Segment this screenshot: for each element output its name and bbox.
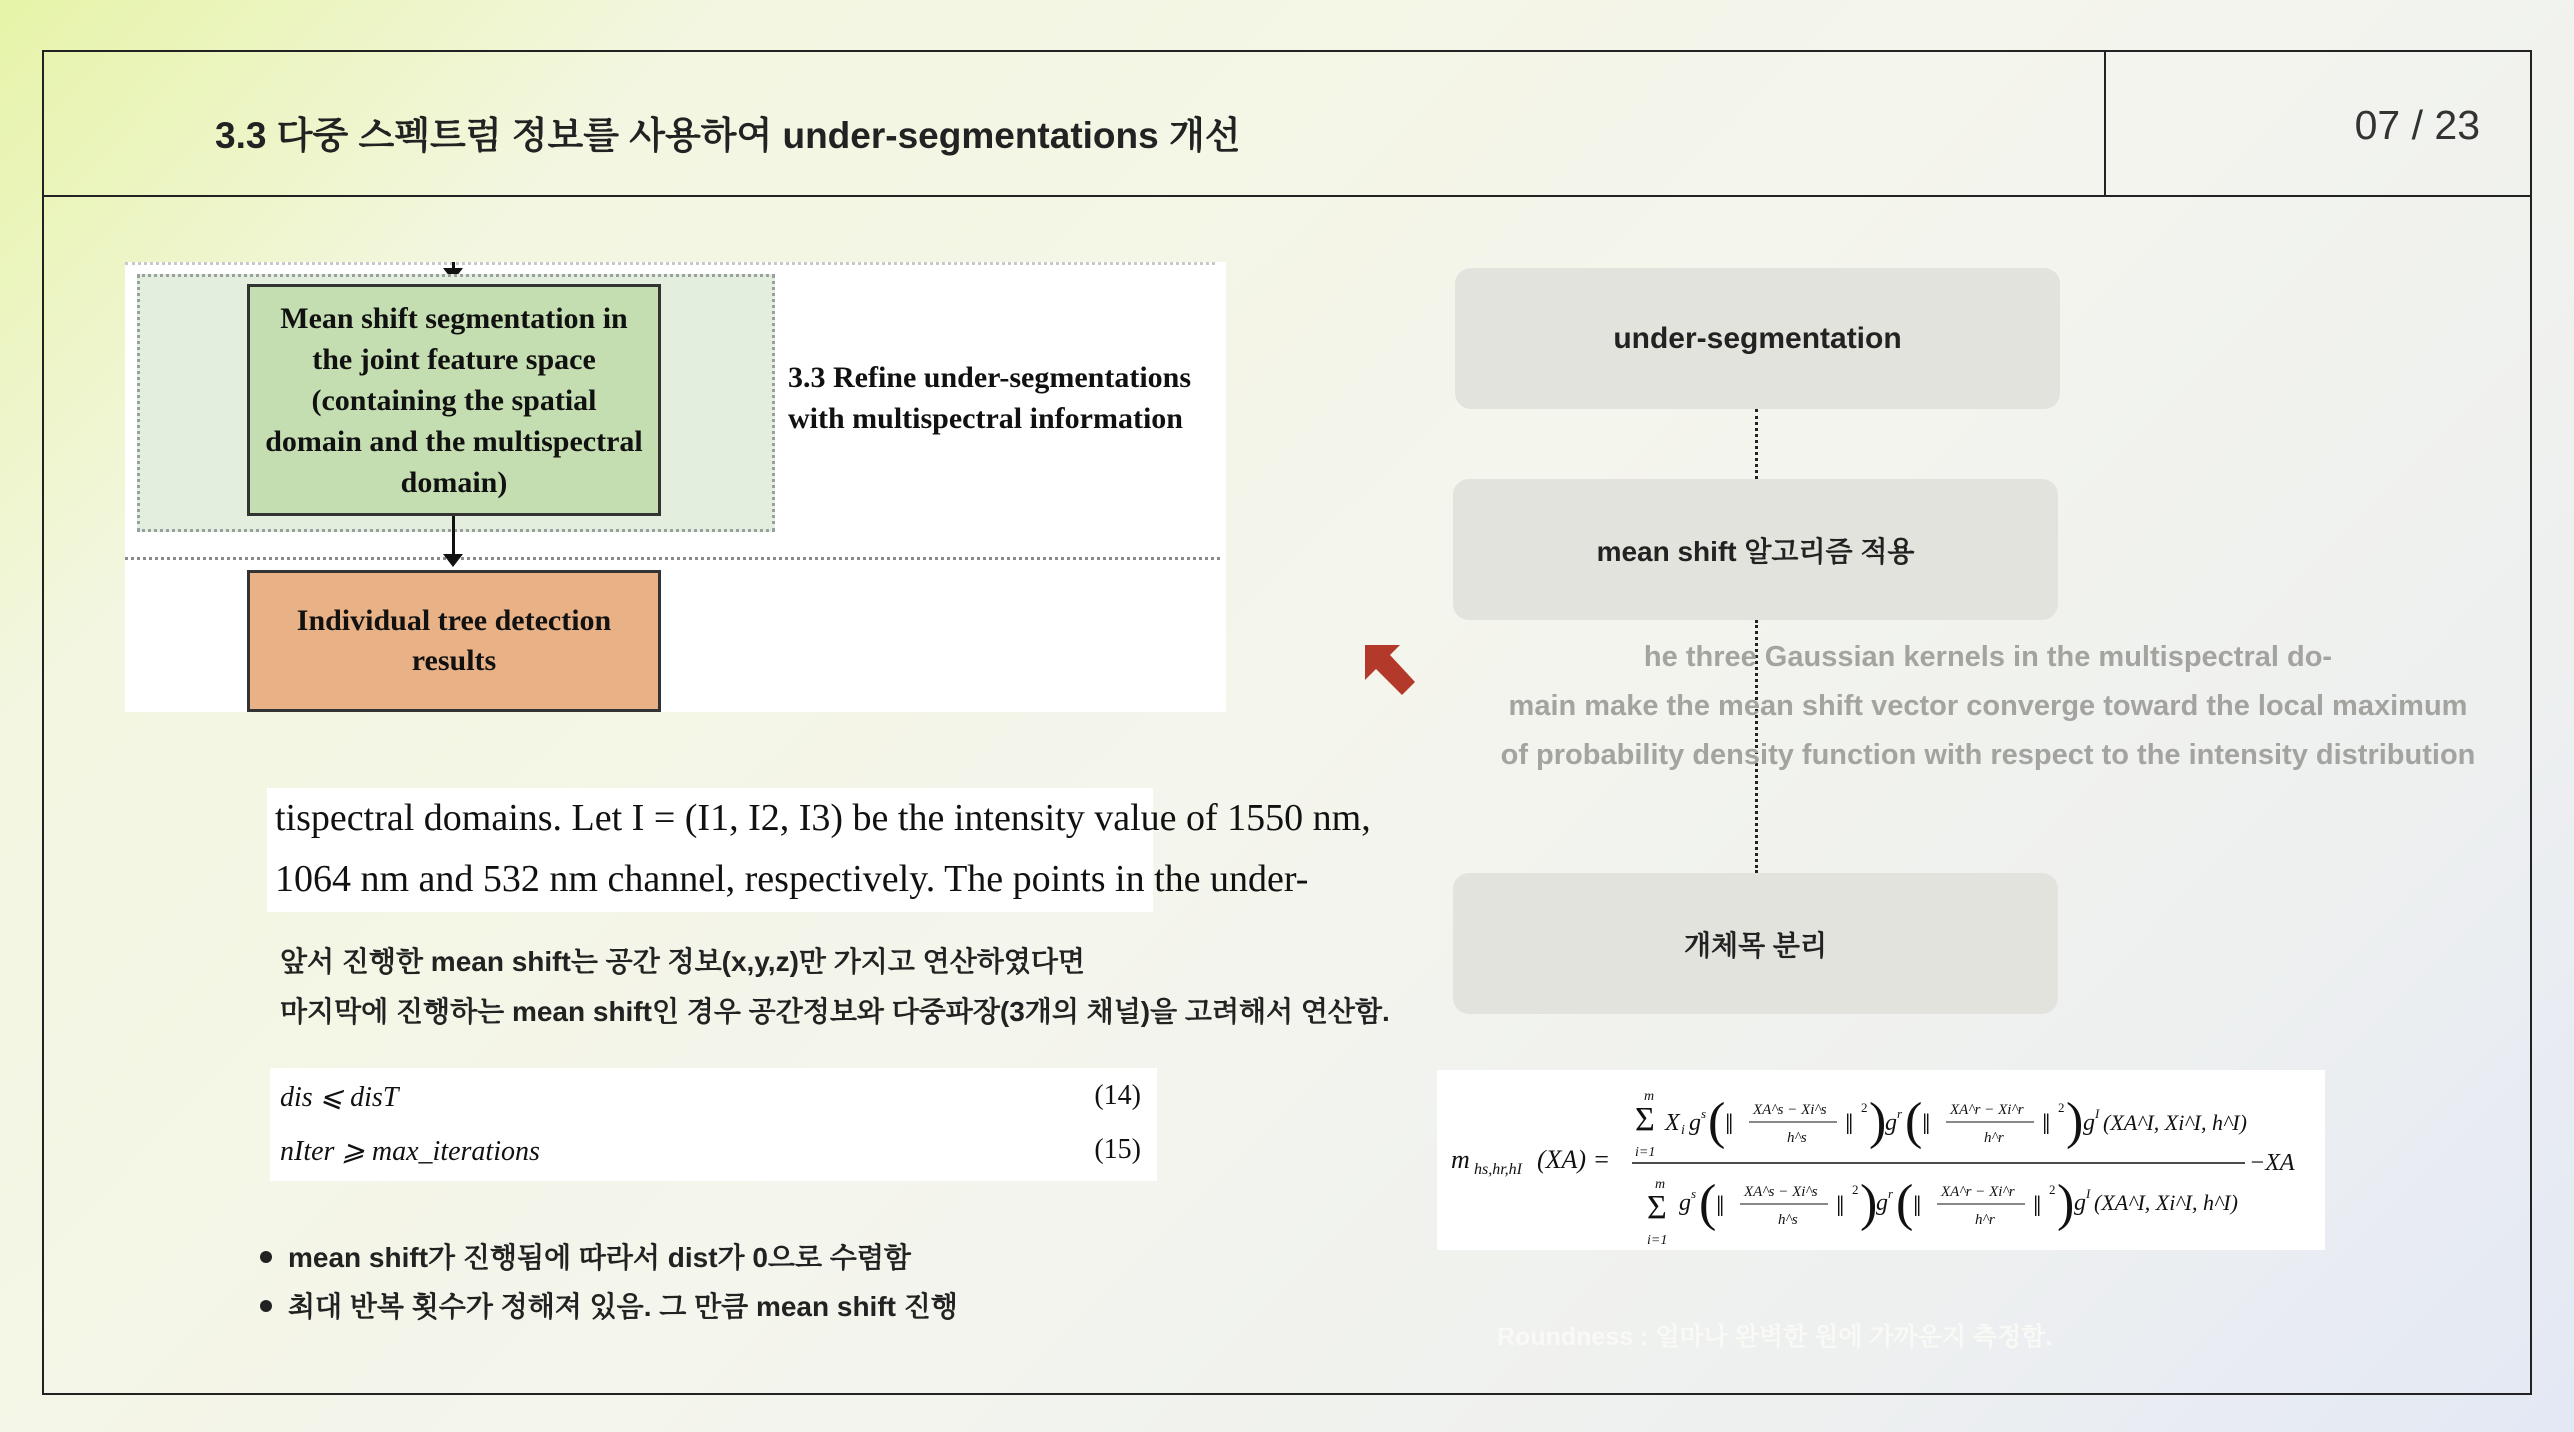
figure-top-dotted-line [125,262,1215,265]
svg-text:r: r [1897,1106,1903,1121]
svg-text:‖: ‖ [1913,1190,1922,1223]
svg-text:(: ( [1905,1093,1923,1150]
svg-text:‖: ‖ [1845,1108,1854,1141]
svg-text:(: ( [1896,1175,1914,1232]
svg-text:‖: ‖ [2042,1108,2051,1141]
header-divider-line [42,195,2532,197]
svg-text:s: s [1691,1186,1697,1201]
faded-excerpt-text [1478,633,2498,780]
stopping-equations [270,1068,1157,1181]
flow-node-under-segmentation: under-segmentation [1455,268,2060,409]
figure-step-label-line2: with multispectral information [788,402,1183,435]
svg-text:2: 2 [2049,1182,2056,1197]
flow-node-mean-shift: mean shift 알고리즘 적용 [1453,479,2058,620]
formula-tail: −XA [2249,1150,2295,1176]
svg-text:Σ: Σ [1647,1189,1667,1226]
svg-text:): ) [2066,1093,2084,1150]
svg-text:(: ( [1708,1093,1726,1150]
slide-title: 3.3 다중 스펙트럼 정보를 사용하여 under-segmentations 개선 [215,115,1241,156]
formula-graphic [1437,1070,2325,1250]
svg-text:2: 2 [1861,1100,1868,1115]
bullet-item [260,1285,958,1325]
formula-lhs-argument: (XA) = [1537,1145,1611,1174]
svg-text:‖: ‖ [1716,1190,1725,1223]
svg-text:2: 2 [2058,1100,2065,1115]
bullet-text: mean shift가 진행됨에 따라서 dist가 0으로 수렴함 [288,1242,911,1273]
svg-text:I: I [2086,1186,2091,1201]
equation-expression: dis ⩽ disT [280,1082,399,1113]
svg-text:‖: ‖ [2033,1190,2042,1223]
svg-text:i=1: i=1 [1647,1233,1668,1248]
svg-text:I: I [2095,1106,2100,1121]
bullet-text: 최대 반복 횟수가 정해져 있음. 그 만큼 mean shift 진행 [288,1291,958,1322]
svg-text:g: g [1876,1190,1888,1216]
formula-lhs: m [1451,1145,1470,1174]
arrow-down-icon [443,554,463,567]
svg-text:): ) [1860,1175,1878,1232]
faded-excerpt-line-2: main make the mean shift vector converge toward the local maximum [1508,690,2468,722]
bullet-dot-icon [260,1251,272,1263]
figure-step-label [788,357,1191,439]
svg-text:i=1: i=1 [1635,1145,1656,1160]
figure-arrow-connector [452,516,455,554]
svg-text:g: g [2074,1190,2086,1216]
svg-text:g: g [1679,1190,1691,1216]
svg-text:h^r: h^r [1975,1212,1995,1228]
tree-detection-result-box: Individual tree detection results [247,570,661,712]
svg-text:h^r: h^r [1984,1130,2004,1146]
svg-text:XA^s − Xi^s: XA^s − Xi^s [1744,1184,1818,1200]
svg-text:s: s [1701,1106,1707,1121]
excerpt-line-1: tispectral domains. Let I = (I1, I2, I3) be the intensity value of 1550 nm, [275,797,1371,839]
svg-text:): ) [2057,1175,2075,1232]
figure-separator-line [125,557,1220,560]
svg-text:m: m [1655,1177,1666,1192]
bullet-item [260,1236,911,1276]
flow-connector [1755,409,1758,479]
header-vertical-divider [2104,50,2106,195]
equation-row [280,1080,1141,1120]
equation-row [280,1134,1141,1174]
figure-step-label-line1: 3.3 Refine under-segmentations [788,361,1192,394]
arrow-up-left-icon [1360,640,1420,700]
svg-text:(XA^I, Xi^I, h^I): (XA^I, Xi^I, h^I) [2094,1190,2238,1215]
svg-text:m: m [1644,1089,1655,1104]
note-line-1: 앞서 진행한 mean shift는 공간 정보(x,y,z)만 가지고 연산하였다면 [280,946,1085,977]
svg-text:‖: ‖ [1836,1190,1845,1223]
svg-text:r: r [1888,1186,1894,1201]
svg-text:XA^s − Xi^s: XA^s − Xi^s [1753,1102,1827,1118]
svg-text:i: i [1681,1123,1685,1138]
mean-shift-formula [1437,1070,2325,1250]
excerpt-line-2: 1064 nm and 532 nm channel, respectively. The points in the under- [275,858,1309,900]
page-number: 07 / 23 [2354,102,2480,148]
svg-text:): ) [1869,1093,1887,1150]
note-line-2: 마지막에 진행하는 mean shift인 경우 공간정보와 다중파장(3개의 채널)을 고려해서 연산함. [280,996,1390,1027]
svg-text:h^s: h^s [1778,1212,1798,1228]
equation-number: (15) [1094,1134,1141,1165]
sum-icon: Σ [1635,1101,1655,1138]
svg-text:g: g [2083,1110,2095,1136]
svg-text:‖: ‖ [1725,1108,1734,1141]
faded-excerpt-line-3: of probability density function with respect to the intensity distribution [1500,739,2476,771]
svg-text:X: X [1665,1110,1680,1136]
formula-lhs-subscript: hs,hr,hI [1474,1161,1523,1178]
svg-text:h^s: h^s [1787,1130,1807,1146]
flowchart-figure [125,262,1226,712]
svg-text:(: ( [1699,1175,1717,1232]
svg-text:2: 2 [1852,1182,1859,1197]
equation-number: (14) [1094,1080,1141,1111]
paper-excerpt [267,788,1371,912]
svg-text:(XA^I, Xi^I, h^I): (XA^I, Xi^I, h^I) [2103,1110,2247,1135]
mean-shift-step-box: Mean shift segmentation in the joint feature space (containing the spatial domain and the multispectral domain) [247,284,661,516]
svg-text:XA^r − Xi^r: XA^r − Xi^r [1941,1184,2015,1200]
flow-node-tree-separation: 개체목 분리 [1453,873,2058,1014]
equation-expression: nIter ⩾ max_iterations [280,1136,540,1167]
svg-text:XA^r − Xi^r: XA^r − Xi^r [1950,1102,2024,1118]
svg-text:g: g [1885,1110,1897,1136]
svg-text:g: g [1689,1110,1701,1136]
faded-excerpt-line-1: he three Gaussian kernels in the multispectral do- [1643,641,2333,673]
roundness-note: Roundness : 얼마나 완벽한 원에 가까운지 측정함. [1497,1323,2053,1351]
bullet-dot-icon [260,1300,272,1312]
svg-text:‖: ‖ [1922,1108,1931,1141]
